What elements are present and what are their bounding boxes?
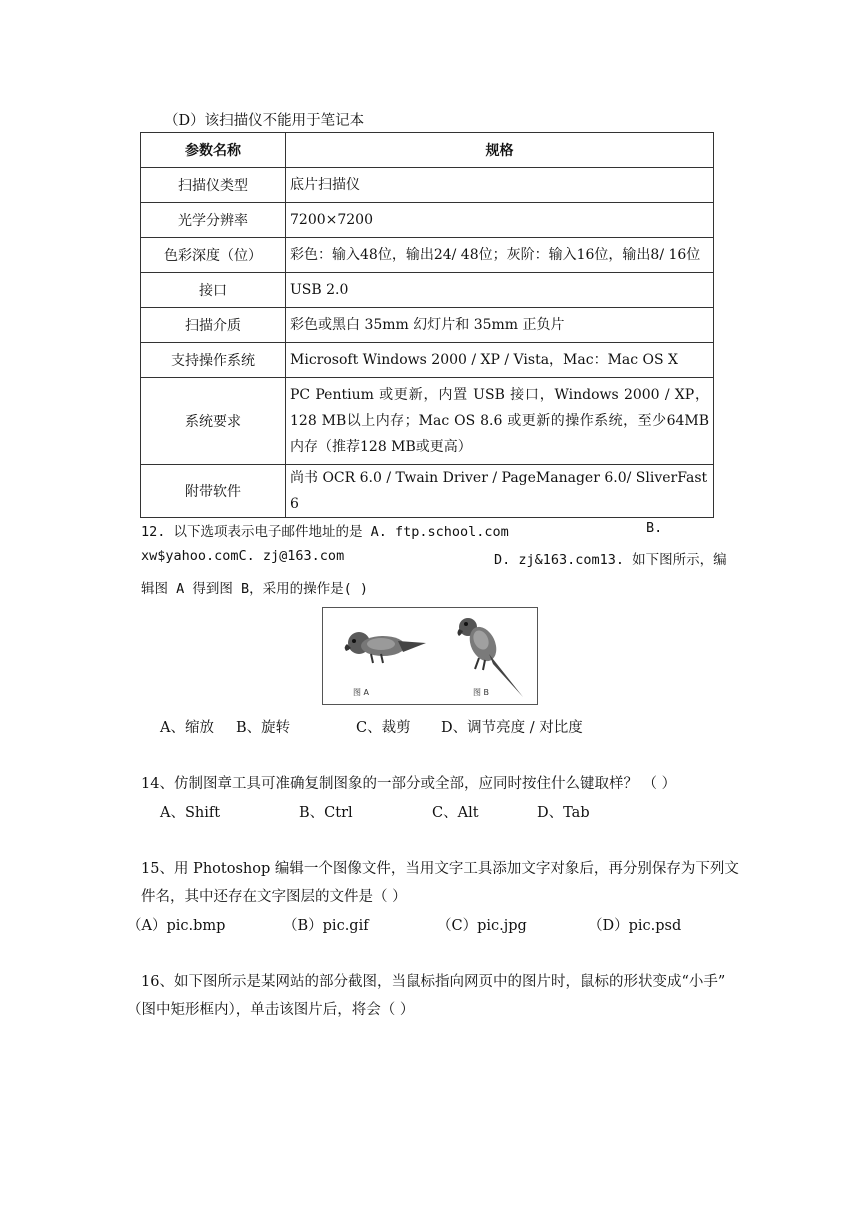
param-name: 附带软件 (141, 465, 286, 518)
param-name: 光学分辨率 (141, 203, 286, 238)
table-row (141, 465, 714, 518)
q12-line1: 12. 以下选项表示电子邮件地址的是 A. ftp.school.com (141, 524, 509, 540)
q12-line2-b: D. zj&163.com13. 如下图所示，编 (494, 552, 727, 568)
param-name: 扫描介质 (141, 308, 286, 343)
param-value: PC Pentium 或更新，内置 USB 接口，Windows 2000 / XP，128 MB以上内存；Mac OS 8.6 或更新的操作系统，至少64MB 内存（推荐128 MB或更高） (286, 378, 714, 465)
q12-line2: xw$yahoo.comC. zj@163.com (141, 548, 345, 564)
table-header-name: 参数名称 (141, 133, 286, 168)
q14-option-b: B、Ctrl (299, 805, 353, 821)
scanner-spec-table (140, 132, 714, 518)
param-name: 系统要求 (141, 378, 286, 465)
q14-question: 14、仿制图章工具可准确复制图象的一部分或全部，应同时按住什么键取样？ （ ） (141, 776, 677, 792)
q16-line2: （图中矩形框内），单击该图片后，将会（ ） (127, 1002, 415, 1018)
figure-caption-b: 图 B (473, 688, 490, 697)
param-value: Microsoft Windows 2000 / XP / Vista，Mac：Mac OS X (286, 343, 714, 378)
param-value: USB 2.0 (286, 273, 714, 308)
table-row (141, 273, 714, 308)
q14-option-d: D、Tab (537, 805, 590, 821)
q13-option-c: C、裁剪 (356, 720, 411, 736)
q15-option-b: （B）pic.gif (283, 918, 369, 934)
figure-caption-a: 图 A (353, 688, 370, 697)
table-header-row (141, 133, 714, 168)
table-row (141, 238, 714, 273)
parrot-figure (322, 607, 538, 705)
param-value: 彩色：输入48位，输出24/ 48位；灰阶：输入16位，输出8/ 16位 (286, 238, 714, 273)
table-row (141, 168, 714, 203)
param-name: 接口 (141, 273, 286, 308)
q16-line1: 16、如下图所示是某网站的部分截图，当鼠标指向网页中的图片时，鼠标的形状变成“小手” (141, 974, 726, 990)
table-row (141, 378, 714, 465)
param-value: 尚书 OCR 6.0 / Twain Driver / PageManager 6.0/ SliverFast 6 (286, 465, 714, 518)
q15-option-d: （D）pic.psd (588, 918, 682, 934)
param-name: 扫描仪类型 (141, 168, 286, 203)
q15-line1: 15、用 Photoshop 编辑一个图像文件，当用文字工具添加文字对象后，再分别保存为下列文 (141, 861, 739, 877)
table-row (141, 343, 714, 378)
q14-option-a: A、Shift (160, 805, 221, 821)
q13-option-b: B、旋转 (236, 720, 291, 736)
parrot-b-image (458, 618, 524, 697)
table-header-spec: 规格 (286, 133, 714, 168)
table-row (141, 203, 714, 238)
param-name: 色彩深度（位） (141, 238, 286, 273)
q13-line3: 辑图 A 得到图 B，采用的操作是( ) (141, 581, 369, 597)
q14-option-c: C、Alt (432, 805, 479, 821)
option-d-text: （D）该扫描仪不能用于笔记本 (164, 113, 365, 129)
q13-option-a: A、缩放 (160, 720, 214, 736)
param-value: 彩色或黑白 35mm 幻灯片和 35mm 正负片 (286, 308, 714, 343)
q13-option-d: D、调节亮度 / 对比度 (441, 720, 583, 736)
parrot-a-image (345, 632, 426, 663)
q12-line1-b: B. (646, 520, 663, 536)
param-value: 7200×7200 (286, 203, 714, 238)
param-name: 支持操作系统 (141, 343, 286, 378)
q15-option-c: （C）pic.jpg (437, 918, 527, 934)
table-row (141, 308, 714, 343)
param-value: 底片扫描仪 (286, 168, 714, 203)
q15-line2: 件名，其中还存在文字图层的文件是（ ） (141, 889, 407, 905)
q15-option-a: （A）pic.bmp (127, 918, 226, 934)
